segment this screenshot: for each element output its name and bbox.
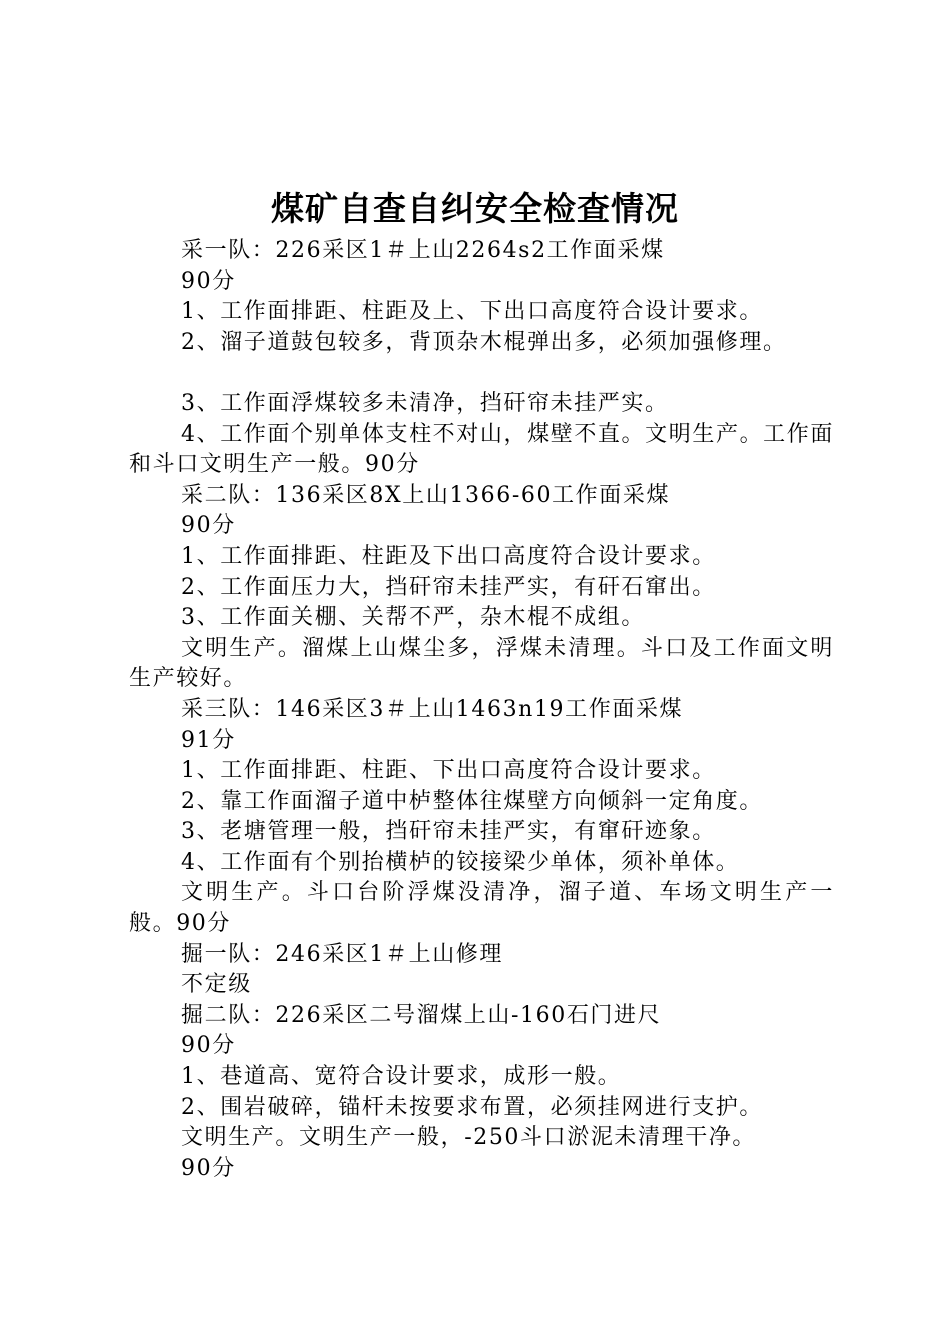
inspection-item: 1、工作面排距、柱距、下出口高度符合设计要求。 bbox=[181, 758, 716, 784]
civilized-production-note: 文明生产。斗口台阶浮煤没清净，溜子道、车场文明生产一般。90分 bbox=[129, 880, 834, 937]
inspection-item: 3、老塘管理一般，挡矸帘未挂严实，有窜矸迹象。 bbox=[181, 819, 716, 845]
score-line: 91分 bbox=[181, 727, 236, 753]
score-line: 90分 bbox=[181, 268, 236, 294]
score-line: 90分 bbox=[181, 1155, 236, 1181]
team-heading: 采三队：146采区3＃上山1463n19工作面采煤 bbox=[181, 696, 684, 722]
inspection-item: 1、巷道高、宽符合设计要求，成形一般。 bbox=[181, 1064, 622, 1090]
team-heading: 掘一队：246采区1＃上山修理 bbox=[181, 941, 503, 967]
score-line: 90分 bbox=[181, 1033, 236, 1059]
score-line: 90分 bbox=[181, 513, 236, 539]
inspection-item: 1、工作面排距、柱距及上、下出口高度符合设计要求。 bbox=[181, 299, 763, 325]
inspection-item: 2、溜子道鼓包较多，背顶杂木棍弹出多，必须加强修理。 bbox=[181, 329, 787, 355]
inspection-item: 3、工作面浮煤较多未清净，挡矸帘未挂严实。 bbox=[181, 390, 669, 416]
inspection-item: 2、靠工作面溜子道中栌整体往煤壁方向倾斜一定角度。 bbox=[181, 788, 763, 814]
inspection-item: 4、工作面有个别抬横栌的铰接梁少单体，须补单体。 bbox=[181, 849, 740, 875]
team-heading: 掘二队：226采区二号溜煤上山-160石门进尺 bbox=[181, 1002, 662, 1028]
blank-line bbox=[129, 358, 834, 389]
document-body bbox=[129, 236, 834, 1184]
team-heading: 采二队：136采区8X上山1366-60工作面采煤 bbox=[181, 482, 671, 508]
civilized-production-note: 文明生产。溜煤上山煤尘多，浮煤未清理。斗口及工作面文明生产较好。 bbox=[129, 635, 834, 692]
score-line: 不定级 bbox=[181, 972, 252, 998]
team-heading: 采一队：226采区1＃上山2264s2工作面采煤 bbox=[181, 238, 665, 263]
inspection-item: 2、工作面压力大，挡矸帘未挂严实，有矸石窜出。 bbox=[181, 574, 716, 600]
inspection-item: 4、工作面个别单体支柱不对山，煤壁不直。文明生产。工作面和斗口文明生产一般。90分 bbox=[129, 421, 834, 478]
inspection-item: 3、工作面关棚、关帮不严，杂木棍不成组。 bbox=[181, 605, 645, 631]
inspection-item: 2、围岩破碎，锚杆未按要求布置，必须挂网进行支护。 bbox=[181, 1094, 763, 1120]
document-title: 煤矿自查自纠安全检查情况 bbox=[271, 189, 679, 228]
inspection-item: 1、工作面排距、柱距及下出口高度符合设计要求。 bbox=[181, 543, 716, 569]
civilized-production-note: 文明生产。文明生产一般，-250斗口淤泥未清理干净。 bbox=[181, 1125, 757, 1151]
